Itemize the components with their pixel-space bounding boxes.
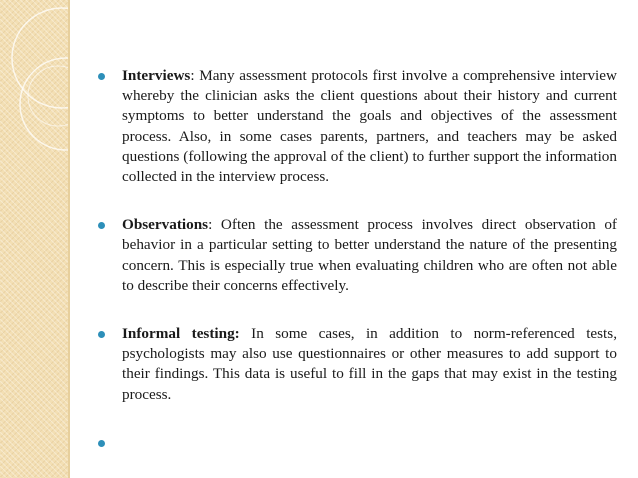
bullet-item-interviews [98, 66, 617, 187]
bullet-item-empty [98, 433, 617, 453]
bullet-separator: : [190, 67, 200, 84]
bullet-term: Interviews [122, 67, 191, 84]
side-band-edge [68, 0, 70, 478]
bullet-text: In some cases, in addition to norm-referenced tests, psychologists may also use questionnaires or other measures to add support to their findings. This data is useful to fill in the gaps that may exist in the testing process. [122, 325, 617, 403]
bullet-dot-icon [98, 222, 105, 229]
bullet-term: Observations [122, 216, 209, 234]
bullet-text: Many assessment protocols first involve a comprehensive interview whereby the clinician asks the client questions about their history and current symptoms to better understand the goals and objectives of the assessment process. Also, in some cases parents, partners, and teachers may be asked questions (following the approval of the client) to further support the information collected in the interview process. [122, 67, 617, 186]
bullet-item-informal-testing [98, 324, 617, 405]
decorative-circles [0, 0, 68, 478]
bullet-separator [240, 325, 251, 342]
bullet-dot-icon [98, 440, 105, 447]
slide-content [98, 66, 617, 453]
bullet-dot-icon [98, 331, 105, 338]
bullet-separator: : [208, 216, 221, 234]
bullet-item-observations [98, 215, 617, 296]
bullet-text: Often the assessment process involves direct observation of behavior in a particular setting to better understand the nature of the presenting concern. This is especially true when evaluating children who are often not able to describe their concerns effectively. [122, 216, 617, 294]
decorative-side-band [0, 0, 68, 478]
bullet-term: Informal testing: [122, 325, 240, 343]
bullet-dot-icon [98, 73, 105, 80]
